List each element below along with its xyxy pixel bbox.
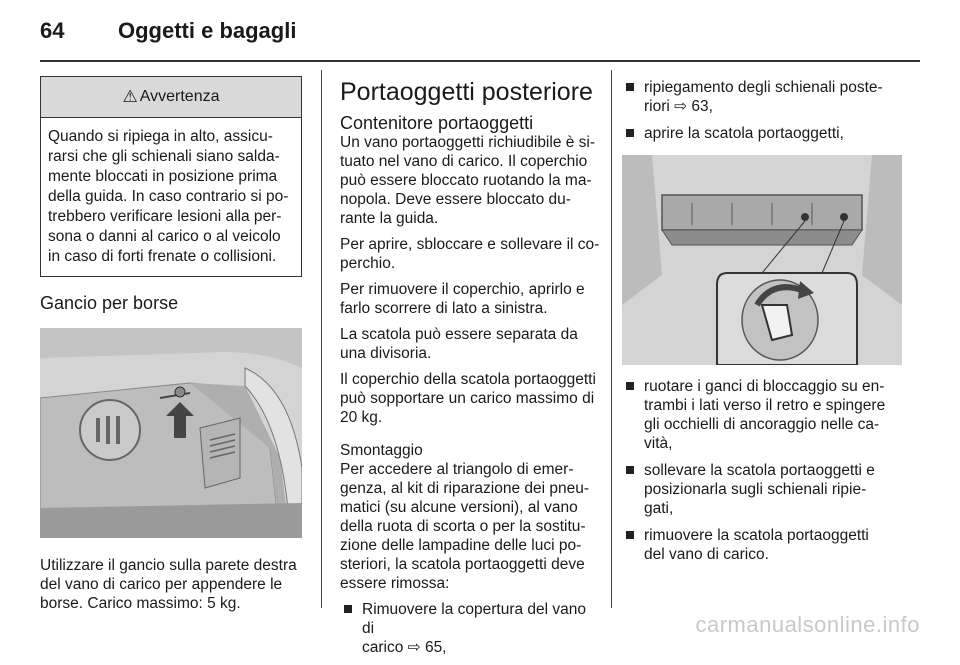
text-line: rante la guida. [340, 210, 439, 227]
text-line: può essere bloccato ruotando la ma- [340, 172, 592, 189]
page-title: Oggetti e bagagli [118, 18, 297, 43]
page-header [40, 18, 296, 44]
text-line: matici (su alcune versioni), al vano [340, 499, 578, 516]
paragraph [340, 280, 602, 318]
text-line: essere rimossa: [340, 575, 450, 592]
watermark: carmanualsonline.info [695, 612, 920, 637]
text-line: Rimuovere la copertura del vano di [362, 601, 587, 637]
list-item [622, 526, 902, 564]
text-line: ruotare i ganci di bloccaggio su en- [644, 378, 885, 395]
cross-reference-link[interactable]: carico ⇨ 65, [362, 639, 447, 656]
column-divider [321, 70, 322, 608]
paragraph [340, 235, 602, 273]
text-line: steriori, la scatola portaoggetti deve [340, 556, 585, 573]
text-line: gati, [644, 500, 674, 517]
list-item [622, 461, 902, 518]
text-line: gli occhielli di ancoraggio nelle ca- [644, 416, 880, 433]
warning-line: mente bloccati in posizione prima [48, 168, 278, 185]
list-item [622, 377, 902, 453]
list-item [622, 78, 902, 116]
bullet-icon [626, 466, 634, 474]
list-item [622, 124, 902, 143]
text-line: zione delle lampadine delle luci po- [340, 537, 582, 554]
list-item [340, 600, 602, 657]
text-line: vità, [644, 435, 673, 452]
text-line: La scatola può essere separata da [340, 326, 578, 343]
text-line: Per rimuovere il coperchio, aprirlo e [340, 281, 585, 298]
bag-hook-illustration [40, 328, 302, 538]
text-line: posizionarla sugli schienali ripie- [644, 481, 867, 498]
text-line: Il coperchio della scatola portaoggetti [340, 371, 596, 388]
warning-box [40, 76, 302, 277]
text-line: Utilizzare il gancio sulla parete destra [40, 557, 297, 574]
column-left [40, 76, 302, 620]
warning-line: della guida. In caso contrario si po- [48, 188, 289, 205]
column-middle [340, 78, 602, 665]
header-rule [40, 60, 920, 62]
text-line: perchio. [340, 255, 396, 272]
warning-line: in caso di forti frenate o collisioni. [48, 248, 277, 265]
paragraph [340, 370, 602, 427]
text-line: 20 kg. [340, 409, 383, 426]
text-line: ripiegamento degli schienali poste- [644, 79, 883, 96]
text-line: farlo scorrere di lato a sinistra. [340, 300, 548, 317]
text-line: sollevare la scatola portaoggetti e [644, 462, 875, 479]
text-line: trambi i lati verso il retro e spingere [644, 397, 886, 414]
section-heading-bag-hook: Gancio per borse [40, 293, 179, 313]
warning-line: Quando si ripiega in alto, assicu- [48, 128, 273, 145]
storage-box-illustration [622, 155, 902, 365]
subheading-removal: Smontaggio [340, 442, 423, 459]
page-number: 64 [40, 18, 65, 43]
text-line: rimuovere la scatola portaoggetti [644, 527, 869, 544]
cross-reference-link[interactable]: riori ⇨ 63, [644, 98, 713, 115]
warning-triangle-icon: ⚠ [122, 87, 138, 106]
warning-line: trebbero verificare lesioni alla per- [48, 208, 282, 225]
bullet-icon [626, 129, 634, 137]
bullet-icon [626, 382, 634, 390]
text-line: può sopportare un carico massimo di [340, 390, 595, 407]
warning-header [41, 77, 301, 118]
bullet-icon [626, 531, 634, 539]
text-line: del vano di carico per appendere le [40, 576, 283, 593]
text-line: del vano di carico. [644, 546, 769, 563]
text-line: Un vano portaoggetti richiudibile è si- [340, 134, 596, 151]
paragraph [340, 325, 602, 363]
warning-line: sona o danni al carico o al veicolo [48, 228, 281, 245]
text-line: borse. Carico massimo: 5 kg. [40, 595, 241, 612]
removal-text [340, 460, 602, 593]
text-line: nopola. Deve essere bloccato du- [340, 191, 571, 208]
text-line: Per accedere al triangolo di emer- [340, 461, 574, 478]
section-heading-rear-storage: Portaoggetti posteriore [340, 78, 593, 106]
bullet-icon [344, 605, 352, 613]
bag-hook-text [40, 556, 302, 613]
text-line: aprire la scatola portaoggetti, [644, 125, 844, 142]
text-line: genza, al kit di riparazione dei pneu- [340, 480, 590, 497]
column-divider [611, 70, 612, 608]
warning-line: rarsi che gli schienali siano salda- [48, 148, 280, 165]
paragraph [340, 133, 602, 228]
subheading-storage-box: Contenitore portaoggetti [340, 113, 534, 133]
warning-title: Avvertenza [139, 88, 220, 105]
text-line: tuato nel vano di carico. Il coperchio [340, 153, 588, 170]
warning-text [41, 118, 301, 276]
text-line: Per aprire, sbloccare e sollevare il co- [340, 236, 600, 253]
column-right [622, 78, 902, 572]
bullet-icon [626, 83, 634, 91]
text-line: una divisoria. [340, 345, 432, 362]
text-line: della ruota di scorta o per la sostitu- [340, 518, 586, 535]
